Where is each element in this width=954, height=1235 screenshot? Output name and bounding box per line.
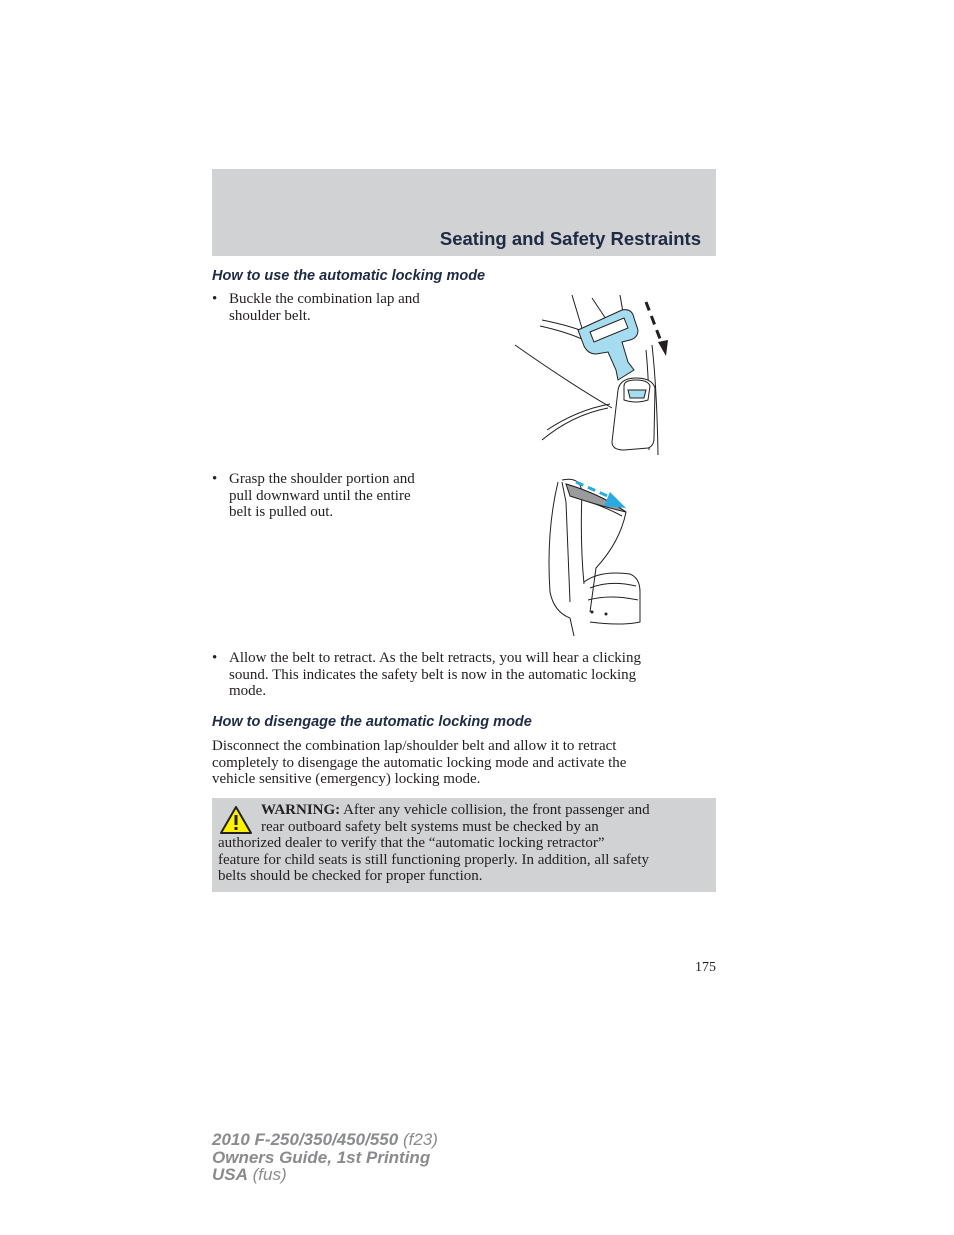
- list-item: • Grasp the shoulder portion and pull downward until the entire belt is pulled out.: [212, 471, 415, 521]
- page-title: Seating and Safety Restraints: [439, 228, 701, 249]
- bullet-glyph: •: [212, 471, 218, 487]
- bullet-glyph: •: [212, 650, 218, 666]
- section-heading-disengage: How to disengage the automatic locking mode: [212, 714, 532, 730]
- bullet-glyph: •: [212, 291, 218, 307]
- footer: 2010 F-250/350/450/550 (f23) Owners Guide, 1st Printing USA (fus): [212, 1130, 438, 1184]
- page-number: 175: [695, 960, 716, 975]
- list-item: • Buckle the combination lap and shoulder belt.: [212, 291, 420, 324]
- disengage-paragraph: Disconnect the combination lap/shoulder belt and allow it to retract completely to disengage the automatic locking mode and activate the vehicle sensitive (emergency) locking mode.: [212, 738, 627, 788]
- list-item: • Allow the belt to retract. As the belt retracts, you will hear a clicking sound. This indicates the safety belt is now in the automatic locking mode.: [212, 650, 641, 700]
- header-band: [212, 169, 716, 256]
- warning-box: WARNING: After any vehicle collision, the front passenger and rear outboard safety belt systems must be checked by an authorized dealer to verify that the “automatic locking retractor” feature for child seats is still functioning properly. In addition, all safety belts should be checked for proper function.: [212, 798, 716, 892]
- seat-illustration: [540, 472, 646, 638]
- buckle-illustration: [512, 290, 684, 460]
- section-heading-use: How to use the automatic locking mode: [212, 268, 486, 284]
- warning-label: WARNING:: [261, 802, 341, 818]
